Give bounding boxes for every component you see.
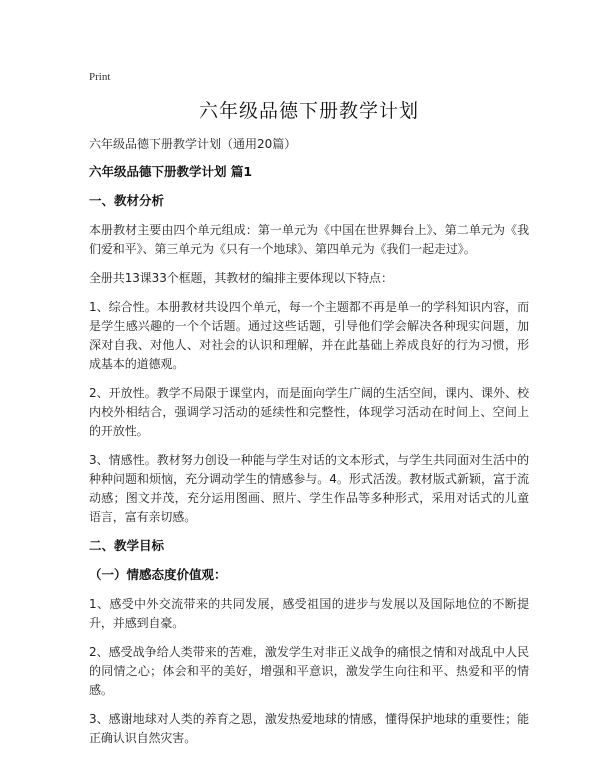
- paragraph: 3、感谢地球对人类的养育之恩，激发热爱地球的情感，懂得保护地球的重要性；能正确认识自然灾害。: [89, 712, 529, 745]
- paragraph: 2、感受战争给人类带来的苦难，激发学生对非正义战争的痛恨之情和对战乱中人民的同情之心；体会和平的美好，增强和平意识，激发学生向往和平、热爱和平的情感。: [89, 645, 529, 697]
- print-label[interactable]: Print: [89, 71, 111, 83]
- paragraph: 1、感受中外交流带来的共同发展，感受祖国的进步与发展以及国际地位的不断提升，并感到自豪。: [89, 597, 529, 630]
- section-textbook-analysis: [89, 192, 529, 527]
- paragraph: 3、情感性。教材努力创设一种能与学生对话的文本形式，与学生共同面对生活中的种种问题和烦恼，充分调动学生的情感参与。4。形式活泼。教材版式新颖，富于流动感；图文并茂，充分运用图画、照片、学生作品等多种形式，采用对话式的儿童语言，富有亲切感。: [89, 453, 529, 524]
- document-subtitle: 六年级品德下册教学计划（通用20篇）: [89, 137, 297, 151]
- section-teaching-goals: [89, 537, 529, 748]
- document-page: [89, 70, 529, 758]
- subsection-heading: （一）情感态度价值观：: [89, 567, 227, 582]
- paragraph: 本册教材主要由四个单元组成：第一单元为《中国在世界舞台上》、第二单元为《我们爱和平》、第三单元为《只有一个地球》、第四单元为《我们一起走过》。: [89, 223, 529, 256]
- paragraph: 全册共13课33个框题，其教材的编排主要体现以下特点：: [89, 271, 393, 285]
- paragraph: 1、综合性。本册教材共设四个单元，每一个主题都不再是单一的学科知识内容，而是学生感兴趣的一个个话题。通过这些话题，引导他们学会解决各种现实问题，加深对自我、对他人、对社会的认识和理解，并在此基础上养成良好的行为习惯，形成基本的道德观。: [89, 300, 529, 371]
- section-heading: 一、教材分析: [89, 193, 165, 208]
- article-heading: 六年级品德下册教学计划 篇1: [89, 164, 253, 179]
- document-title: 六年级品德下册教学计划: [198, 100, 419, 122]
- section-heading: 二、教学目标: [89, 538, 165, 553]
- paragraph: 2、开放性。教学不局限于课堂内，而是面向学生广阔的生活空间，课内、课外、校内校外相结合，强调学习活动的延续性和完整性，体现学习活动在时间上、空间上的开放性。: [89, 386, 529, 438]
